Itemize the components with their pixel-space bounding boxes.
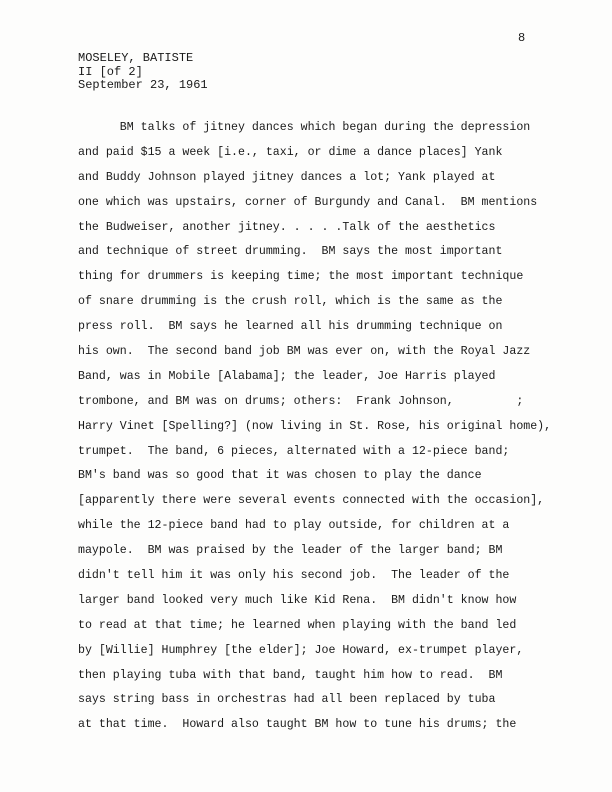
- body-line: one which was upstairs, corner of Burgundy and Canal. BM mentions: [78, 195, 538, 209]
- body-line: the Budweiser, another jitney. . . . .Talk of the aesthetics: [78, 220, 496, 234]
- body-line: trumpet. The band, 6 pieces, alternated with a 12-piece band;: [78, 444, 510, 458]
- body-line: and technique of street drumming. BM says the most important: [78, 245, 503, 259]
- body-line: trombone, and BM was on drums; others: Frank Johnson, ;: [78, 394, 524, 408]
- body-line: BM talks of jitney dances which began during the depression: [78, 121, 531, 134]
- body-line: by [Willie] Humphrey [the elder]; Joe Howard, ex-trumpet player,: [78, 643, 524, 657]
- page-number: 8: [518, 31, 526, 45]
- interview-date: September 23, 1961: [78, 78, 208, 92]
- body-line: didn't tell him it was only his second job. The leader of the: [78, 569, 510, 583]
- body-line: at that time. Howard also taught BM how to tune his drums; the: [78, 718, 517, 732]
- body-line: BM's band was so good that it was chosen to play the dance: [78, 469, 482, 483]
- reel-label: II [of 2]: [78, 64, 143, 79]
- body-line: thing for drummers is keeping time; the most important technique: [78, 270, 524, 284]
- body-line: press roll. BM says he learned all his drumming technique on: [78, 320, 503, 334]
- body-line: Harry Vinet [Spelling?] (now living in St. Rose, his original home),: [78, 419, 552, 433]
- body-line: Band, was in Mobile [Alabama]; the leader, Joe Harris played: [78, 369, 496, 383]
- body-line: his own. The second band job BM was ever on, with the Royal Jazz: [78, 345, 531, 359]
- body-line: of snare drumming is the crush roll, which is the same as the: [78, 295, 503, 309]
- body-line: larger band looked very much like Kid Rena. BM didn't know how: [78, 593, 517, 607]
- body-line: and paid $15 a week [i.e., taxi, or dime a dance places] Yank: [78, 145, 503, 159]
- body-line: and Buddy Johnson played jitney dances a lot; Yank played at: [78, 170, 496, 184]
- body-line: says string bass in orchestras had all been replaced by tuba: [78, 693, 496, 707]
- body-line: then playing tuba with that band, taught him how to read. BM: [78, 668, 503, 682]
- body-line: while the 12-piece band had to play outside, for children at a: [78, 519, 510, 533]
- interviewee-name: MOSELEY, BATISTE: [78, 51, 194, 65]
- body-line: to read at that time; he learned when playing with the band led: [78, 618, 517, 632]
- body-line: maypole. BM was praised by the leader of the larger band; BM: [78, 544, 503, 558]
- transcript-body: [78, 116, 588, 738]
- transcript-header: [78, 52, 208, 93]
- body-line: [apparently there were several events connected with the occasion],: [78, 494, 545, 508]
